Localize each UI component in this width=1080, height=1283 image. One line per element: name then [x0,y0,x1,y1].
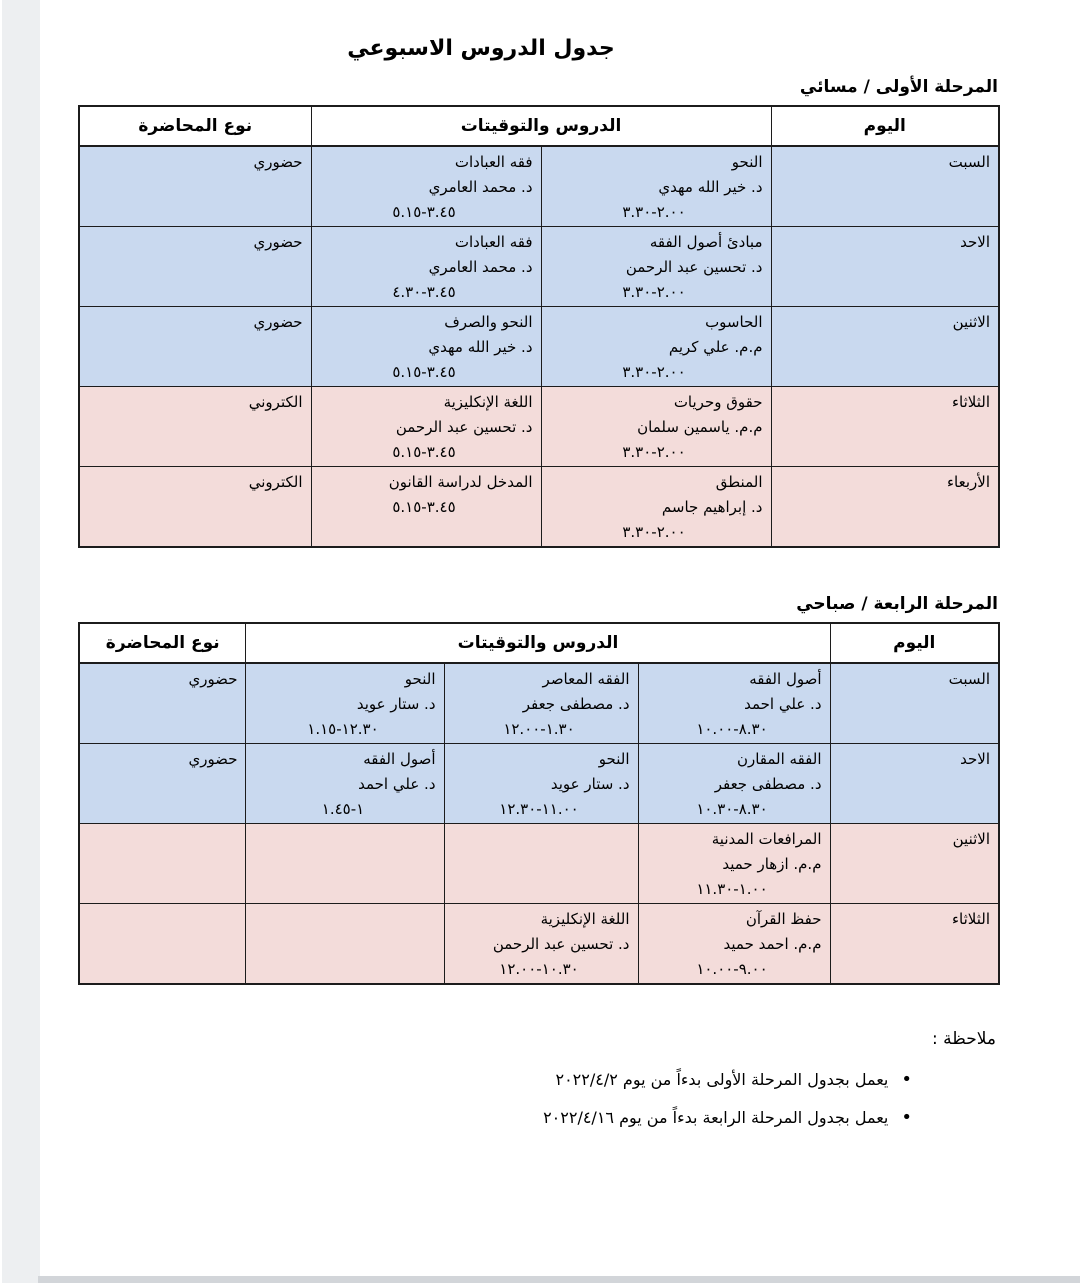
type-column-header: نوع المحاضرة [79,106,311,146]
lesson-time: ٥.١٥-٣.٤٥ [392,203,456,221]
lesson-cell [311,146,541,227]
lesson-subject: الفقه المعاصر [542,670,630,688]
lesson-teacher: د. مصطفى جعفر [714,775,822,793]
lesson-time: ١٠.٠٠-٩.٠٠ [696,960,768,978]
lesson-cell [444,663,638,744]
lesson-cell [638,663,830,744]
note-heading: ملاحظة : [932,1029,996,1049]
lesson-cell [311,387,541,467]
lesson-time: ٥.١٥-٣.٤٥ [392,498,456,516]
day-cell: السبت [771,146,999,227]
lesson-time: ١٢.٠٠-١٠.٣٠ [499,960,579,978]
type-column-header: نوع المحاضرة [79,623,246,663]
lecture-type-cell: الكتروني [79,467,311,548]
lecture-type-cell [79,824,246,904]
lesson-subject: حقوق وحريات [673,393,763,411]
lesson-cell [541,307,771,387]
lesson-teacher: م.م. احمد حميد [723,935,822,953]
lesson-subject: اللغة الإنكليزية [443,393,533,411]
lessons-column-header: الدروس والتوقيتات [246,623,830,663]
lesson-subject: الحاسوب [705,313,763,331]
lesson-cell [246,744,444,824]
lesson-time: ٥.١٥-٣.٤٥ [392,363,456,381]
page-scan-left-edge [2,0,40,1283]
table-row [79,146,999,227]
lecture-type-cell: حضوري [79,227,311,307]
stage4-schedule-table [78,622,1000,985]
lesson-subject: النحو [404,670,436,688]
lesson-teacher: د. تحسين عبد الرحمن [625,258,763,276]
day-cell: الاحد [771,227,999,307]
lesson-cell [541,387,771,467]
page-title: جدول الدروس الاسبوعي [347,36,615,61]
lesson-cell [638,824,830,904]
lesson-time: ٣.٣٠-٢.٠٠ [622,363,686,381]
lesson-cell-empty [246,904,444,985]
lesson-cell [444,744,638,824]
day-cell: الاثنين [830,824,999,904]
note-item: • يعمل بجدول المرحلة الأولى بدءاً من يوم ٢٠٢٢/٤/٢ [78,1069,912,1090]
lecture-type-cell: حضوري [79,146,311,227]
day-cell: الاثنين [771,307,999,387]
lesson-time: ٣.٣٠-٢.٠٠ [622,283,686,301]
document-page [78,0,1000,1145]
lesson-subject: النحو والصرف [444,313,533,331]
lecture-type-cell: الكتروني [79,387,311,467]
lesson-time: ١١.٣٠-١.٠٠ [696,880,768,898]
lesson-cell [541,146,771,227]
lesson-cell [444,904,638,985]
lesson-time: ١٢.٠٠-١.٣٠ [503,720,575,738]
stage1-subtitle: المرحلة الأولى / مسائي [799,77,998,97]
lesson-time: ٣.٣٠-٢.٠٠ [622,203,686,221]
lesson-teacher: د. مصطفى جعفر [522,695,630,713]
lesson-teacher: د. محمد العامري [428,178,533,196]
lesson-time: ١.٤٥-١ [321,800,365,818]
lesson-time: ٣.٣٠-٢.٠٠ [622,443,686,461]
table-row [79,824,999,904]
lesson-cell-empty [246,824,444,904]
lesson-cell [541,467,771,548]
lesson-teacher: د. خير الله مهدي [428,338,533,356]
lesson-subject: النحو [731,153,763,171]
lesson-subject: حفظ القرآن [745,910,822,928]
day-cell: الأربعاء [771,467,999,548]
note-item: • يعمل بجدول المرحلة الرابعة بدءاً من يوم ٢٠٢٢/٤/١٦ [78,1107,912,1128]
table-row [79,387,999,467]
table-row [79,307,999,387]
lesson-subject: الفقه المقارن [736,750,822,768]
lecture-type-cell: حضوري [79,307,311,387]
lesson-teacher: د. علي احمد [358,775,436,793]
table-row [79,467,999,548]
lesson-cell [246,663,444,744]
lesson-teacher: م.م. ازهار حميد [722,855,822,873]
table-row [79,744,999,824]
lesson-time: ١.١٥-١٢.٣٠ [307,720,379,738]
lesson-subject: المرافعات المدنية [711,830,822,848]
lesson-teacher: د. ستار عويد [356,695,436,713]
day-column-header: اليوم [771,106,999,146]
page-scan-bottom-edge [38,1276,1080,1283]
day-cell: السبت [830,663,999,744]
lesson-subject: النحو [598,750,630,768]
lecture-type-cell [79,904,246,985]
lesson-teacher: د. تحسين عبد الرحمن [395,418,533,436]
lesson-time: ٤.٣٠-٣.٤٥ [392,283,456,301]
lesson-subject: اللغة الإنكليزية [540,910,630,928]
day-column-header: اليوم [830,623,999,663]
lesson-cell [541,227,771,307]
lesson-teacher: د. ستار عويد [550,775,630,793]
lesson-subject: مبادئ أصول الفقه [649,233,763,251]
lecture-type-cell: حضوري [79,744,246,824]
lesson-teacher: د. علي احمد [744,695,822,713]
day-cell: الاحد [830,744,999,824]
lesson-cell [638,744,830,824]
notes-list [78,1069,912,1128]
stage1-schedule-table [78,105,1000,548]
lesson-subject: المدخل لدراسة القانون [388,473,533,491]
day-cell: الثلاثاء [830,904,999,985]
stage4-subtitle: المرحلة الرابعة / صباحي [796,594,998,614]
lessons-column-header: الدروس والتوقيتات [311,106,771,146]
lesson-subject: أصول الفقه [749,670,822,688]
lesson-time: ١٠.٣٠-٨.٣٠ [696,800,768,818]
lesson-time: ٥.١٥-٣.٤٥ [392,443,456,461]
lesson-time: ١٢.٣٠-١١.٠٠ [499,800,579,818]
lesson-time: ٣.٣٠-٢.٠٠ [622,523,686,541]
lesson-teacher: د. تحسين عبد الرحمن [492,935,630,953]
lesson-subject: فقه العبادات [454,153,533,171]
lesson-subject: المنطق [715,473,763,491]
table-row [79,904,999,985]
header-row [79,106,999,146]
lesson-cell [311,307,541,387]
lesson-teacher: م.م. علي كريم [668,338,763,356]
lesson-cell-empty [444,824,638,904]
lesson-time: ١٠.٠٠-٨.٣٠ [696,720,768,738]
day-cell: الثلاثاء [771,387,999,467]
table-row [79,227,999,307]
lesson-cell [638,904,830,985]
lecture-type-cell: حضوري [79,663,246,744]
table-row [79,663,999,744]
lesson-cell [311,467,541,548]
lesson-cell [311,227,541,307]
lesson-subject: أصول الفقه [363,750,436,768]
lesson-subject: فقه العبادات [454,233,533,251]
lesson-teacher: د. خير الله مهدي [658,178,763,196]
lesson-teacher: د. إبراهيم جاسم [661,498,763,516]
lesson-teacher: م.م. ياسمين سلمان [637,418,763,436]
header-row [79,623,999,663]
lesson-teacher: د. محمد العامري [428,258,533,276]
